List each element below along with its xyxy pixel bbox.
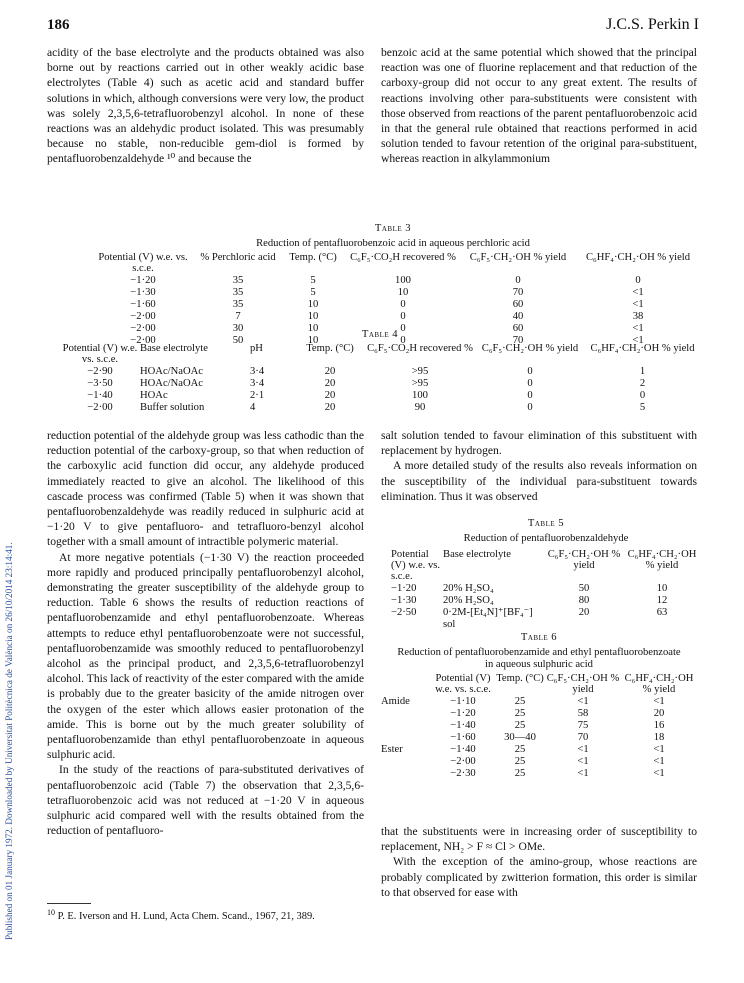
table-cell: −2·00 — [450, 756, 476, 767]
table-cell: 60 — [512, 299, 524, 310]
table-cell: <1 — [577, 744, 589, 755]
table-cell: 20 — [653, 708, 665, 719]
table-cell: <1 — [632, 287, 644, 298]
table-cell: 25 — [514, 696, 526, 707]
table-cell — [381, 708, 431, 720]
column-header: C₆HF₄·CH₂·OH % yield — [585, 252, 691, 263]
column-header: Base electrolyte — [443, 549, 511, 560]
column-header: % Perchloric acid — [200, 252, 276, 263]
table-row — [391, 582, 701, 595]
table-row — [381, 708, 697, 720]
table-label: Table 5 — [527, 518, 565, 529]
table-cell: −1·20 — [450, 708, 476, 719]
table-cell: 3·4 — [250, 378, 265, 389]
table-row — [391, 595, 701, 607]
table-cell — [381, 756, 431, 768]
table-row — [60, 390, 700, 402]
column-header: Temp. (°C) — [306, 343, 354, 354]
table-cell: 20 — [324, 390, 336, 401]
table-label: Table 3 — [374, 223, 412, 234]
column-header: Temp. (°C) — [289, 252, 337, 263]
table-cell: 25 — [514, 768, 526, 779]
table-label: Table 4 — [361, 329, 399, 340]
table-cell: 0 — [400, 311, 406, 322]
table-cell: 75 — [577, 720, 589, 731]
table-cell: 10 — [307, 335, 319, 346]
column-header: Potential (V) w.e. vs. s.c.e. — [391, 549, 441, 582]
table-cell: 70 — [577, 732, 589, 743]
table-cell: 0 — [527, 366, 533, 377]
table-cell: <1 — [653, 756, 665, 767]
column-header: Potential (V) w.e. vs. s.c.e. — [435, 673, 491, 695]
table-cell: −1·10 — [450, 696, 476, 707]
table-cell: −2·00 — [130, 323, 156, 334]
data-table — [60, 343, 700, 414]
page-number: 186 — [47, 17, 70, 33]
table-4 — [60, 329, 700, 414]
table-cell: <1 — [653, 768, 665, 779]
column-header: C₆F₅·CH₂·OH % yield — [547, 549, 621, 571]
footnote — [47, 910, 364, 923]
table-row — [381, 768, 697, 780]
table-cell: −2·90 — [87, 366, 113, 377]
table-cell: −2·50 — [391, 607, 417, 618]
body-column-right-top — [381, 45, 697, 167]
table-cell: HOAc — [140, 390, 168, 401]
table-cell: 35 — [232, 287, 244, 298]
table-cell: 16 — [653, 720, 665, 731]
table-cell: >95 — [411, 378, 429, 389]
paragraph: acidity of the base electrolyte and the products obtained was also borne out by reactions carried out in other weakly acidic base electrolytes (Table 4) such as acetic acid and standard buffer solutions in which, although conversions were very low, the product was solely 2,3,5,6-tetrafluorobenzyl alcohol. In none of these reactions was an aldehydic product isolated. This was presumably because no stable, non-reducible gem-diol is formed by pentafluorobenzaldehyde ¹⁰ and because the — [47, 46, 364, 166]
table-header-row — [88, 252, 698, 274]
table-row — [381, 732, 697, 744]
column-header: C₆F₅·CO₂H recovered % — [367, 343, 473, 354]
table-cell: 10 — [307, 323, 319, 334]
table-cell: Ester — [381, 744, 403, 755]
table-cell: 20% H₂SO₄ — [443, 595, 494, 606]
table-row — [381, 744, 697, 756]
column-header: C₆HF₄·CH₂·OH % yield — [627, 549, 697, 571]
footnote-text: P. E. Iverson and H. Lund, Acta Chem. Scand., 1967, 21, 389. — [57, 911, 315, 922]
table-cell: 50 — [232, 335, 244, 346]
table-cell — [381, 768, 431, 780]
table-cell: <1 — [653, 744, 665, 755]
table-cell: 0 — [527, 390, 533, 401]
table-cell: 5 — [639, 402, 646, 413]
column-header: C₆F₅·CH₂·OH % yield — [469, 252, 567, 263]
table-cell: <1 — [653, 696, 665, 707]
table-cell: 5 — [310, 275, 316, 286]
table-cell: −1·40 — [87, 390, 113, 401]
table-header-row — [391, 549, 701, 582]
table-caption: Reduction of pentafluorobenzamide and ethyl pentafluorobenzoate in aqueous sulphuric acid — [397, 647, 681, 670]
table-cell: −1·20 — [130, 275, 156, 286]
paragraph: With the exception of the amino-group, whose reactions are probably complicated by zwitterion formation, this order is similar to that observed for ease with — [381, 855, 697, 899]
table-cell: 5 — [310, 287, 316, 298]
table-cell: 0 — [515, 275, 521, 286]
table-cell: 0 — [527, 402, 533, 413]
column-header: C₆HF₄·CH₂·OH % yield — [590, 343, 695, 354]
data-table — [391, 549, 701, 631]
table-cell: 12 — [656, 595, 668, 606]
table-cell: 4 — [250, 402, 256, 413]
table-5 — [391, 518, 701, 631]
paragraph: In the study of the reactions of para-substituted derivatives of pentafluorobenzoic acid (Table 7) the observation that 2,3,5,6-tetrafluorobenzoic acid was not reduced at −1·20 V in aqueous sulphuric acid compared well with the results obtained from the reduction of pentafluoro- — [47, 763, 364, 838]
body-column-left-bottom — [47, 428, 364, 838]
table-header-row — [381, 673, 697, 695]
table-cell: −1·20 — [391, 583, 417, 594]
download-watermark-text: Published on 01 January 1972. Downloaded by Universitat Politècnica de València on 26/10/2014 23:14:41. — [4, 542, 14, 940]
table-cell: 25 — [514, 744, 526, 755]
table-cell: <1 — [577, 696, 589, 707]
table-cell: 25 — [514, 708, 526, 719]
table-6 — [381, 632, 697, 780]
table-cell: 0 — [639, 390, 646, 401]
paragraph: salt solution tended to favour elimination of this substituent with replacement by hydrogen. — [381, 429, 697, 458]
table-cell: 70 — [512, 287, 524, 298]
journal-title: J.C.S. Perkin I — [606, 16, 699, 33]
table-cell: −1·30 — [130, 287, 156, 298]
table-cell: 100 — [395, 275, 411, 286]
table-cell: Amide — [381, 696, 410, 707]
table-row — [60, 378, 700, 390]
table-row — [88, 311, 698, 323]
table-cell: 0 — [635, 275, 641, 286]
table-cell: 0 — [527, 378, 533, 389]
table-cell: 35 — [232, 275, 244, 286]
table-row — [88, 287, 698, 299]
table-cell: 0 — [400, 323, 406, 334]
table-cell: −1·30 — [391, 595, 417, 606]
table-cell: −2·00 — [87, 402, 113, 413]
table-cell: −3·50 — [87, 378, 113, 389]
table-cell: 10 — [307, 311, 319, 322]
column-header: C₆HF₄·CH₂·OH % yield — [624, 673, 694, 695]
table-cell: 35 — [232, 299, 244, 310]
footnote-rule — [47, 903, 91, 904]
table-cell: HOAc/NaOAc — [140, 378, 203, 389]
table-row — [88, 274, 698, 287]
table-cell: 10 — [397, 287, 409, 298]
table-label: Table 6 — [520, 632, 558, 643]
table-cell: −1·40 — [450, 744, 476, 755]
table-cell: 20 — [324, 366, 336, 377]
table-cell: 63 — [656, 607, 668, 618]
table-caption: Reduction of pentafluorobenzaldehyde — [463, 533, 629, 544]
table-cell: 50 — [578, 583, 590, 594]
table-cell: 70 — [512, 335, 524, 346]
paragraph: A more detailed study of the results also reveals information on the susceptibility of the individual para-substituent towards elimination. Thus it was observed — [381, 459, 697, 503]
paragraph: that the substituents were in increasing order of susceptibility to replacement, NH₂ > F ≈ Cl > OMe. — [381, 825, 697, 854]
column-header: C₆F₅·CH₂·OH % yield — [481, 343, 579, 354]
table-cell: 20% H₂SO₄ — [443, 583, 494, 594]
table-cell: 80 — [578, 595, 590, 606]
column-header: C₆F₅·CO₂H recovered % — [350, 252, 456, 263]
table-cell: 2 — [639, 378, 646, 389]
download-watermark — [2, 80, 16, 940]
table-row — [60, 402, 700, 414]
table-row — [60, 365, 700, 378]
table-cell: 60 — [512, 323, 524, 334]
table-cell: −1·40 — [450, 720, 476, 731]
column-header: pH — [250, 343, 263, 354]
table-cell: 1 — [639, 366, 646, 377]
table-cell: <1 — [632, 299, 644, 310]
table-cell: 20 — [324, 402, 336, 413]
table-caption: Reduction of pentafluorobenzoic acid in aqueous perchloric acid — [256, 238, 530, 249]
footnote-marker: 10 — [47, 908, 55, 917]
table-cell: 18 — [653, 732, 665, 743]
column-header: Potential (V) w.e. vs. s.c.e. — [98, 252, 188, 274]
table-cell: −1·60 — [130, 299, 156, 310]
table-cell: 2·1 — [250, 390, 265, 401]
table-cell: <1 — [577, 756, 589, 767]
table-cell: 30 — [232, 323, 244, 334]
table-cell: Buffer solution — [140, 402, 205, 413]
table-cell: 0 — [400, 299, 406, 310]
column-header: Temp. (°C) — [496, 673, 544, 684]
table-cell: 25 — [514, 720, 526, 731]
table-row — [381, 720, 697, 732]
table-cell: >95 — [411, 366, 429, 377]
table-row — [381, 695, 697, 708]
table-cell: <1 — [577, 768, 589, 779]
table-cell: HOAc/NaOAc — [140, 366, 203, 377]
table-cell: 3·4 — [250, 366, 265, 377]
paragraph: reduction potential of the aldehyde group was less cathodic than the reduction potential of the carboxy-group, so that when reduction of the carboxylic acid function did occur, any aldehyde produced immediately reacted to give an alcohol. The likelihood of this cascade process was confirmed (Table 5) when it was shown that pentafluorobenzaldehyde was readily reduced in sulphuric acid at −1·20 V to give pentafluoro- and tetrafluoro-benzyl alcohol together with a small amount of intractible polymeric material. — [47, 429, 364, 549]
table-cell: <1 — [632, 335, 644, 346]
table-cell: 20 — [578, 607, 590, 618]
column-header — [381, 673, 431, 695]
table-cell: −2·30 — [450, 768, 476, 779]
body-column-right-bottom — [381, 824, 697, 900]
body-column-left-top — [47, 45, 364, 167]
table-cell — [381, 720, 431, 732]
body-column-right-middle — [381, 428, 697, 504]
table-cell: 7 — [235, 311, 241, 322]
table-cell — [381, 732, 431, 744]
table-cell: −1·60 — [450, 732, 476, 743]
table-cell: 58 — [577, 708, 589, 719]
table-row — [391, 607, 701, 631]
table-cell: 0·2M-[Et₄N]⁺[BF₄⁻] sol — [443, 607, 533, 630]
table-cell: 0 — [400, 335, 406, 346]
table-cell: 40 — [512, 311, 524, 322]
paragraph: benzoic acid at the same potential which showed that the principal reaction was one of fluorine replacement and that reduction of the carboxy-group did not occur to any great extent. The results of reactions involving other para-substituents were consistent with those observed from reactions of the parent pentafluorobenzoic acid in that the general rule obtained that reactions performed in acid solution tended to favour retention of the original para-substituent, whereas reaction in alkylammonium — [381, 46, 697, 166]
data-table — [381, 673, 697, 780]
column-header: Base electrolyte — [140, 343, 208, 354]
table-cell: 10 — [307, 299, 319, 310]
table-cell: 100 — [412, 390, 428, 401]
column-header: C₆F₅·CH₂·OH % yield — [546, 673, 620, 695]
table-header-row — [60, 343, 700, 365]
table-row — [381, 756, 697, 768]
table-cell: 90 — [414, 402, 426, 413]
table-row — [88, 299, 698, 311]
table-cell: −2·00 — [130, 335, 156, 346]
table-cell: 20 — [324, 378, 336, 389]
table-cell: 38 — [632, 311, 644, 322]
paragraph: At more negative potentials (−1·30 V) the reaction proceeded more rapidly and produced principally pentafluorobenzyl alcohol, demonstrating the greater susceptibility of the aldehyde group to reduction. Table 6 shows the results of reduction reactions of pentafluorobenzamide and ethyl pentafluorobenzoate. Whereas attempts to reduce ethyl pentafluorobenzoate were not successful, pentafluorobenzamide was smoothly reduced to pentafluorobenzyl alcohol as the principal product, and 2,3,5,6-tetrafluorobenzyl alcohol. This lack of reactivity of the ester compared with the amide is probably due to the greater basicity of the amide nitrogen over the oxygen of the ester which allows easier protonation of the amide. This is borne out by the much greater solubility of pentafluorobenzamide than ethyl pentafluorobenzoate in aqueous sulphuric acid. — [47, 550, 364, 762]
column-header: Potential (V) w.e. vs. s.c.e. — [62, 343, 138, 365]
table-cell: <1 — [632, 323, 644, 334]
table-cell: 25 — [514, 756, 526, 767]
table-cell: −2·00 — [130, 311, 156, 322]
table-cell: 30—40 — [504, 732, 536, 743]
table-cell: 10 — [656, 583, 668, 594]
